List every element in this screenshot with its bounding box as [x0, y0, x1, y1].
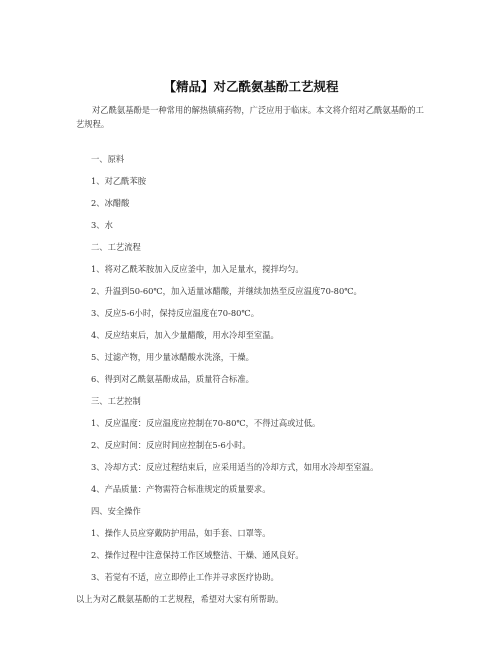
list-item: 3、若觉有不适，应立即停止工作并寻求医疗协助。: [91, 572, 279, 582]
list-item: 1、操作人员应穿戴防护用品，如手套、口罩等。: [91, 528, 271, 538]
list-item: 1、对乙酰苯胺: [91, 176, 147, 186]
list-item: 4、产品质量：产物需符合标准规定的质量要求。: [91, 484, 271, 494]
list-item: 2、操作过程中注意保持工作区域整洁、干燥、通风良好。: [91, 550, 304, 560]
list-item: 2、升温到50-60℃，加入适量冰醋酸，并继续加热至反应温度70-80℃。: [91, 286, 362, 296]
list-item: 1、反应温度：反应温度应控制在70-80℃，不得过高或过低。: [91, 418, 321, 428]
list-item: 5、过滤产物，用少量冰醋酸水洗涤，干燥。: [91, 352, 254, 362]
list-item: 3、冷却方式：反应过程结束后，应采用适当的冷却方式，如用水冷却至室温。: [91, 462, 379, 472]
section-heading-materials: 一、原料: [91, 154, 125, 164]
list-item: 2、反应时间：反应时间应控制在5-6小时。: [91, 440, 251, 450]
closing-paragraph: 以上为对乙酰氨基酚的工艺规程，希望对大家有所帮助。: [76, 594, 284, 604]
list-item: 4、反应结束后，加入少量醋酸，用水冷却至室温。: [91, 330, 279, 340]
list-item: 3、水: [91, 220, 113, 230]
intro-paragraph: 对乙酰氨基酚是一种常用的解热镇痛药物，广泛应用于临床。本文将介绍对乙酰氨基酚的工艺规程。: [76, 105, 424, 129]
section-heading-safety: 四、安全操作: [91, 506, 141, 516]
list-item: 3、反应5-6小时，保持反应温度在70-80℃。: [91, 308, 259, 318]
document-title: 【精品】对乙酰氨基酚工艺规程: [163, 79, 339, 94]
section-heading-control: 三、工艺控制: [91, 396, 141, 406]
list-item: 2、冰醋酸: [91, 198, 130, 208]
list-item: 6、得到对乙酰氨基酚成品，质量符合标准。: [91, 374, 254, 384]
section-heading-process: 二、工艺流程: [91, 242, 141, 252]
list-item: 1、将对乙酰苯胺加入反应釜中，加入足量水，搅拌均匀。: [91, 264, 304, 274]
